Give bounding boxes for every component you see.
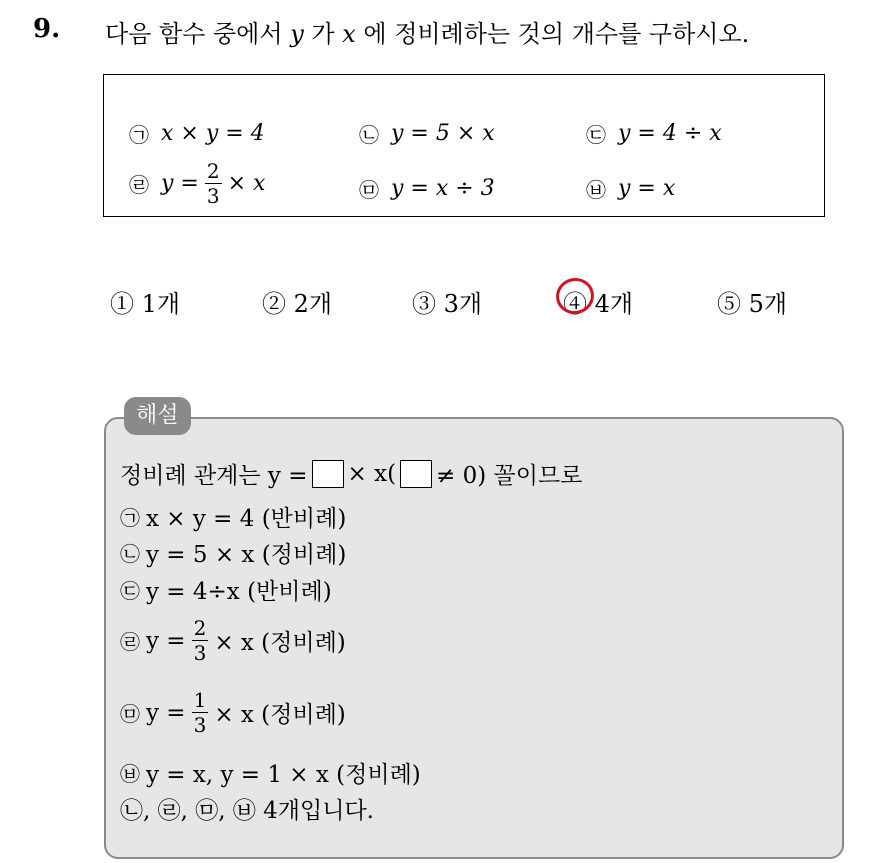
- solution-line-c: ㉢ y = 4÷x (반비례): [120, 579, 332, 605]
- answer-option-1[interactable]: ① 1개: [110, 290, 181, 318]
- solution-intro: 정비례 관계는 y = × x( ≠ 0) 꼴이므로: [120, 460, 583, 489]
- fraction: $\frac{1}{3}$: [193, 688, 207, 737]
- solution-line-a: ㉠ x × y = 4 (반비례): [120, 506, 347, 532]
- choice-f: ㉥ y = x: [586, 176, 676, 202]
- solution-line-b: ㉡ y = 5 × x (정비례): [120, 542, 347, 568]
- answer-option-4[interactable]: ④ 4개: [563, 290, 634, 318]
- choice-c: ㉢ y = 4 ÷ x: [586, 121, 722, 147]
- blank-box: [400, 460, 432, 488]
- solution-line-d: ㉣ y = $\frac{2}{3}$ × x (정비례): [120, 616, 346, 665]
- choice-a: ㉠ x × y = 4: [129, 121, 265, 147]
- choices-box: [103, 74, 825, 217]
- fraction: $\frac{2}{3}$: [206, 159, 220, 208]
- answer-option-5[interactable]: ⑤ 5개: [717, 290, 788, 318]
- choice-d: ㉣ y = $\frac{2}{3}$ × x: [129, 159, 266, 208]
- choice-e: ㉤ y = x ÷ 3: [359, 176, 495, 202]
- answer-option-2[interactable]: ② 2개: [262, 290, 333, 318]
- question-text: 다음 함수 중에서 y 가 x 에 정비례하는 것의 개수를 구하시오.: [105, 20, 750, 48]
- blank-box: [312, 460, 344, 488]
- choice-b: ㉡ y = 5 × x: [359, 121, 495, 147]
- solution-tag: 해설: [124, 397, 191, 435]
- question-number: 9.: [33, 14, 61, 44]
- fraction: $\frac{2}{3}$: [193, 616, 207, 665]
- answer-option-3[interactable]: ③ 3개: [412, 290, 483, 318]
- solution-line-f: ㉥ y = x, y = 1 × x (정비례): [120, 762, 421, 788]
- solution-line-e: ㉤ y = $\frac{1}{3}$ × x (정비례): [120, 688, 346, 737]
- solution-conclusion: ㉡, ㉣, ㉤, ㉥ 4개입니다.: [120, 798, 374, 824]
